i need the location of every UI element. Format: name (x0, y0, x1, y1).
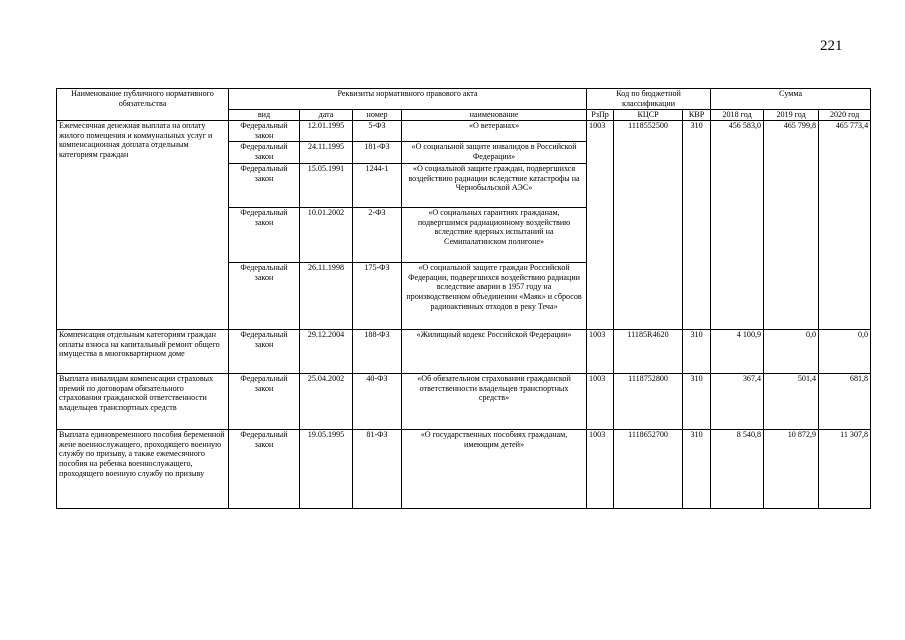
act-name: «Жилищный кодекс Российской Федерации» (402, 330, 587, 374)
obligation-name: Выплата единовременного пособия беременной жене военнослужащего, проходящего военную службу по призыву, а также ежемесячного пособия на ребенка военнослужащего, проходящего военную службу по призыву (57, 430, 229, 509)
act-date: 29.12.2004 (300, 330, 353, 374)
obligation-name: Компенсация отдельным категориям граждан оплаты взноса на капитальный ремонт общего имущества в многоквартирном доме (57, 330, 229, 374)
act-number: 2-ФЗ (353, 208, 402, 263)
header-date: дата (300, 110, 353, 121)
amount-2019: 501,4 (764, 374, 819, 430)
act-date: 24.11.1995 (300, 142, 353, 164)
kcsr-code: 1118652700 (614, 430, 683, 509)
act-name: «О социальной защите инвалидов в Российской Федерации» (402, 142, 587, 164)
amount-2018: 4 100,9 (711, 330, 764, 374)
header-amount: Сумма (711, 89, 871, 110)
header-act-details: Реквизиты нормативного правового акта (229, 89, 587, 110)
act-number: 188-ФЗ (353, 330, 402, 374)
amount-2018: 456 583,0 (711, 121, 764, 330)
header-budget-code: Код по бюджетной классификации (587, 89, 711, 110)
kcsr-code: 11185R4620 (614, 330, 683, 374)
table-row (57, 374, 871, 430)
act-number: 1244-1 (353, 164, 402, 208)
header-2019: 2019 год (764, 110, 819, 121)
kvr-code: 310 (683, 374, 711, 430)
header-kind: вид (229, 110, 300, 121)
header-obligation: Наименование публичного нормативного обязательства (57, 89, 229, 121)
amount-2018: 8 540,8 (711, 430, 764, 509)
act-kind: Федеральный закон (229, 121, 300, 142)
act-number: 5-ФЗ (353, 121, 402, 142)
act-date: 19.05.1995 (300, 430, 353, 509)
kcsr-code: 1118552500 (614, 121, 683, 330)
act-name: «О ветеранах» (402, 121, 587, 142)
act-number: 181-ФЗ (353, 142, 402, 164)
header-name: наименование (402, 110, 587, 121)
header-2018: 2018 год (711, 110, 764, 121)
obligations-table (56, 88, 871, 509)
act-date: 10.01.2002 (300, 208, 353, 263)
obligation-name: Выплата инвалидам компенсации страховых премий по договорам обязательного страхования гражданской ответственности владельцев транспортных средств (57, 374, 229, 430)
amount-2019: 0,0 (764, 330, 819, 374)
act-kind: Федеральный закон (229, 330, 300, 374)
act-name: «О государственных пособиях гражданам, имеющим детей» (402, 430, 587, 509)
act-date: 15.05.1991 (300, 164, 353, 208)
amount-2020: 465 773,4 (819, 121, 871, 330)
kvr-code: 310 (683, 430, 711, 509)
obligation-name: Ежемесячная денежная выплата на оплату жилого помещения и коммунальных услуг и компенсационная доплата отдельным категориям граждан (57, 121, 229, 330)
amount-2018: 367,4 (711, 374, 764, 430)
table-row (57, 121, 871, 142)
act-date: 12.01.1995 (300, 121, 353, 142)
act-name: «О социальной защите граждан Российской Федерации, подвергшихся воздействию радиации вследствие аварии в 1957 году на производственном объединении «Маяк» и сбросов радиоактивных отходов в реку Теча» (402, 263, 587, 330)
header-number: номер (353, 110, 402, 121)
act-number: 81-ФЗ (353, 430, 402, 509)
act-date: 26.11.1998 (300, 263, 353, 330)
amount-2019: 465 799,8 (764, 121, 819, 330)
act-kind: Федеральный закон (229, 164, 300, 208)
header-rzpr: РзПр (587, 110, 614, 121)
amount-2020: 11 307,8 (819, 430, 871, 509)
act-number: 175-ФЗ (353, 263, 402, 330)
rzpr-code: 1003 (587, 430, 614, 509)
act-date: 25.04.2002 (300, 374, 353, 430)
act-kind: Федеральный закон (229, 142, 300, 164)
table-row (57, 430, 871, 509)
header-kvr: КВР (683, 110, 711, 121)
kvr-code: 310 (683, 121, 711, 330)
act-kind: Федеральный закон (229, 430, 300, 509)
rzpr-code: 1003 (587, 121, 614, 330)
amount-2020: 0,0 (819, 330, 871, 374)
page-number: 221 (820, 38, 843, 54)
header-2020: 2020 год (819, 110, 871, 121)
act-name: «Об обязательном страховании гражданской ответственности владельцев транспортных средств» (402, 374, 587, 430)
act-name: «О социальных гарантиях гражданам, подвергшимся радиационному воздействию вследствие ядерных испытаний на Семипалатинском полигоне» (402, 208, 587, 263)
header-kcsr: КЦСР (614, 110, 683, 121)
rzpr-code: 1003 (587, 330, 614, 374)
act-kind: Федеральный закон (229, 374, 300, 430)
act-number: 40-ФЗ (353, 374, 402, 430)
table-row (57, 330, 871, 374)
act-name: «О социальной защите граждан, подвергшихся воздействию радиации вследствие катастрофы на Чернобыльской АЭС» (402, 164, 587, 208)
kvr-code: 310 (683, 330, 711, 374)
act-kind: Федеральный закон (229, 208, 300, 263)
kcsr-code: 1118752800 (614, 374, 683, 430)
rzpr-code: 1003 (587, 374, 614, 430)
amount-2019: 10 872,9 (764, 430, 819, 509)
amount-2020: 681,8 (819, 374, 871, 430)
act-kind: Федеральный закон (229, 263, 300, 330)
